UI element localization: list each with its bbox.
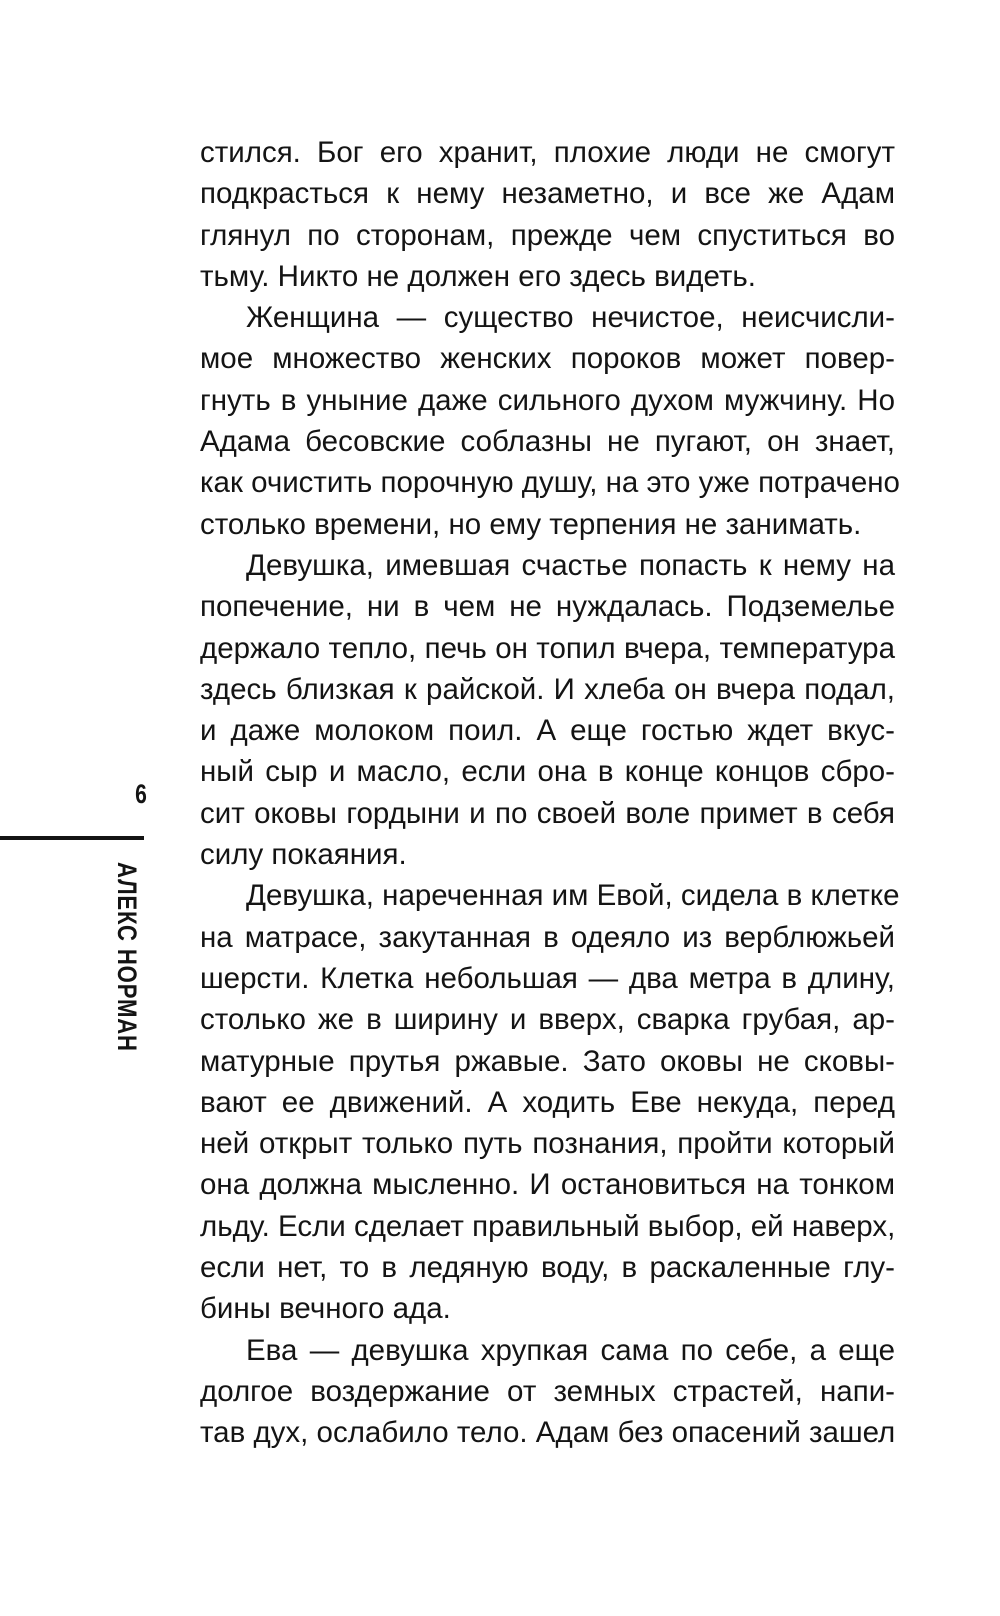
folio-divider [0,836,144,840]
text-line: шерсти. Клетка небольшая — два метра в длину, [200,961,895,995]
text-line: и даже молоком поил. А еще гостью ждет вкус- [200,714,895,748]
author-name: АЛЕКС НОРМАН [112,862,142,1052]
text-line: на матрасе, закутанная в одеяло из верблюжьей [200,920,895,954]
text-line: здесь близкая к райской. И хлеба он вчера подал, [200,672,895,706]
text-line: тьму. Никто не должен его здесь видеть. [200,259,756,293]
text-line: Адама бесовские соблазны не пугают, он знает, [200,425,895,459]
text-line: сит оковы гордыни и по своей воле примет в себя [200,796,895,830]
text-line: гнуть в уныние даже сильного духом мужчину. Но [200,383,895,417]
text-line: тав дух, ослабило тело. Адам без опасений зашел [200,1416,896,1450]
text-line: Девушка, нареченная им Евой, сидела в клетке [246,879,900,913]
text-line: если нет, то в ледяную воду, в раскаленные глу- [200,1251,895,1285]
text-line: подкрасться к нему незаметно, и все же Адам [200,177,895,211]
text-line: Ева — девушка хрупкая сама по себе, а еще [246,1333,895,1367]
text-line: как очистить порочную душу, на это уже потрачено [200,466,900,500]
text-line: столько времени, но ему терпения не занимать. [200,507,862,541]
text-line: она должна мысленно. И остановиться на тонком [200,1168,895,1202]
text-line: вают ее движений. А ходить Еве некуда, перед [200,1085,895,1119]
text-line: мое множество женских пороков может повер- [200,342,895,376]
text-line: ный сыр и масло, если она в конце концов сбро- [200,755,895,789]
page-number: 6 [135,779,147,809]
text-line: бины вечного ада. [200,1292,451,1326]
text-line: Девушка, имевшая счастье попасть к нему на [246,548,895,582]
text-line: Женщина — существо нечистое, неисчисли- [246,301,895,335]
body-text [200,132,900,1454]
text-line: глянул по сторонам, прежде чем спуститься во [200,218,895,252]
text-line: долгое воздержание от земных страстей, напи- [200,1374,895,1408]
text-line: матурные прутья ржавые. Зато оковы не сковы- [200,1044,895,1078]
text-line: держало тепло, печь он топил вчера, температура [200,631,895,665]
text-line: попечение, ни в чем не нуждалась. Подземелье [200,590,895,624]
text-line: ней открыт только путь познания, пройти который [200,1127,895,1161]
text-line: столько же в ширину и вверх, сварка грубая, ар- [200,1003,895,1037]
text-line: стился. Бог его хранит, плохие люди не смогут [200,136,895,169]
running-head-author [113,862,141,1094]
text-line: силу покаяния. [200,838,407,872]
text-line: льду. Если сделает правильный выбор, ей наверх, [200,1209,896,1243]
